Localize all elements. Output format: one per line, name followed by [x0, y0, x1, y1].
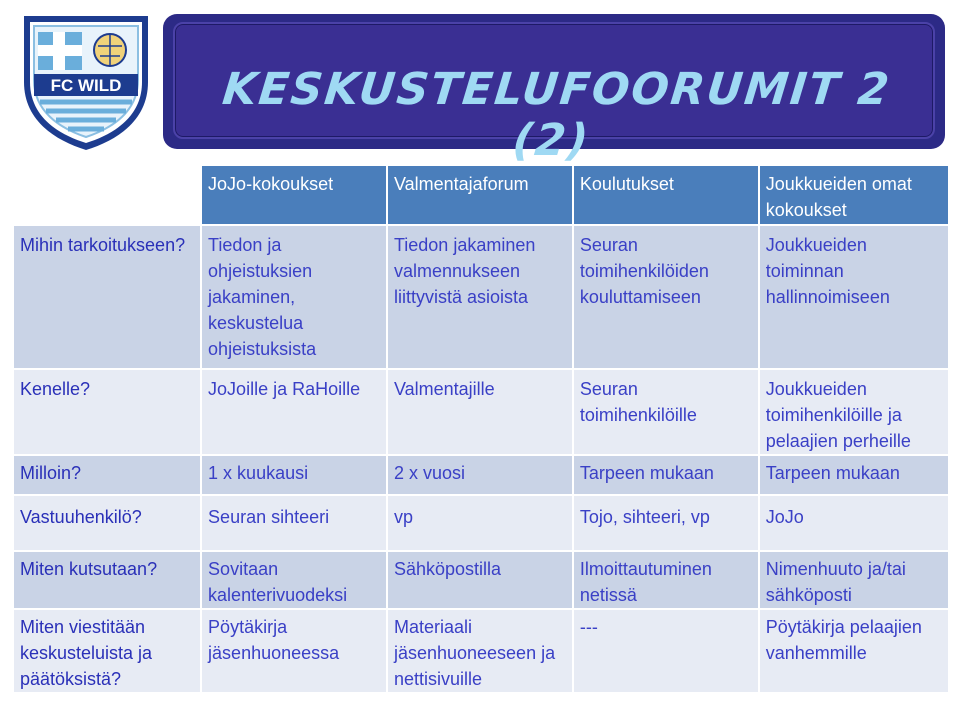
column-header-joukkueet: Joukkueiden omat kokoukset	[760, 166, 950, 226]
title-banner	[163, 14, 945, 166]
slide-title: KESKUSTELUFOORUMIT 2 (2)	[220, 64, 894, 166]
table-cell: Materiaali jäsenhuoneeseen ja nettisivuille	[388, 610, 574, 694]
table-row	[14, 552, 950, 610]
column-header-koulutukset: Koulutukset	[574, 166, 760, 226]
row-label: Kenelle?	[14, 370, 202, 456]
table-cell: Tiedon jakaminen valmennukseen liittyvistä asioista	[388, 226, 574, 370]
table-cell: JoJoille ja RaHoille	[202, 370, 388, 456]
table-cell: JoJo	[760, 496, 950, 552]
header-corner	[14, 166, 202, 226]
column-header-jojo: JoJo-kokoukset	[202, 166, 388, 226]
row-label: Mihin tarkoitukseen?	[14, 226, 202, 370]
logo-text: FC WILD	[50, 76, 122, 95]
table-cell: Valmentajille	[388, 370, 574, 456]
table-row	[14, 370, 950, 456]
table-cell: Tiedon ja ohjeistuksien jakaminen, keskustelua ohjeistuksista	[202, 226, 388, 370]
row-label: Vastuuhenkilö?	[14, 496, 202, 552]
table-cell: Seuran toimihenkilöiden kouluttamiseen	[574, 226, 760, 370]
row-label: Milloin?	[14, 456, 202, 496]
column-header-valmentajaforum: Valmentajaforum	[388, 166, 574, 226]
table-row	[14, 226, 950, 370]
table-cell: Tarpeen mukaan	[574, 456, 760, 496]
table-cell: Tarpeen mukaan	[760, 456, 950, 496]
table-cell: vp	[388, 496, 574, 552]
table-cell: Seuran toimihenkilöille	[574, 370, 760, 456]
table-cell: Sovitaan kalenterivuodeksi	[202, 552, 388, 610]
row-label: Miten kutsutaan?	[14, 552, 202, 610]
table-cell: Ilmoittautuminen netissä	[574, 552, 760, 610]
forum-table	[14, 166, 950, 694]
header-row	[14, 166, 950, 226]
title-banner-inner	[173, 22, 935, 166]
table-cell: Tojo, sihteeri, vp	[574, 496, 760, 552]
table-cell: Joukkueiden toiminnan hallinnoimiseen	[760, 226, 950, 370]
table-cell: Nimenhuuto ja/tai sähköposti	[760, 552, 950, 610]
table-cell: Pöytäkirja jäsenhuoneessa	[202, 610, 388, 694]
row-label: Miten viestitään keskusteluista ja päätöksistä?	[14, 610, 202, 694]
table-cell: Joukkueiden toimihenkilöille ja pelaajien perheille	[760, 370, 950, 456]
fc-wild-logo	[18, 12, 154, 152]
table-row	[14, 610, 950, 694]
table-cell: ---	[574, 610, 760, 694]
table-cell: 2 x vuosi	[388, 456, 574, 496]
table-cell: Seuran sihteeri	[202, 496, 388, 552]
table-cell: 1 x kuukausi	[202, 456, 388, 496]
table-cell: Sähköpostilla	[388, 552, 574, 610]
table-row	[14, 456, 950, 496]
table-row	[14, 496, 950, 552]
table-cell: Pöytäkirja pelaajien vanhemmille	[760, 610, 950, 694]
